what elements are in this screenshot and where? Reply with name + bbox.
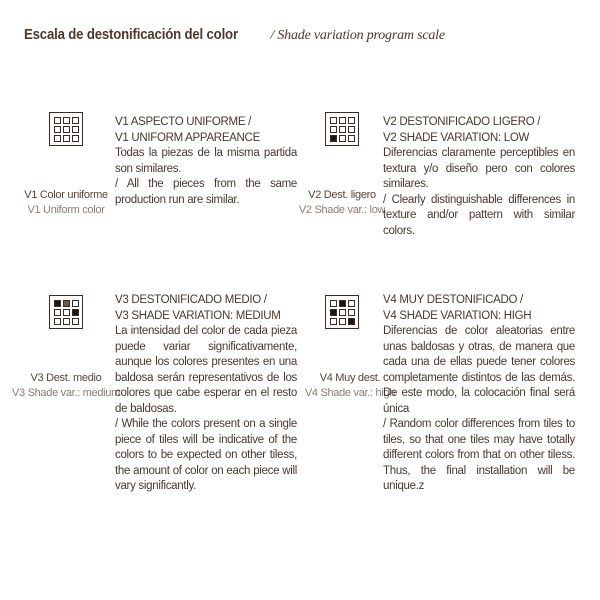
caption-v1-en: V1 Uniform color (27, 204, 105, 216)
tile-cell-icon (54, 117, 61, 124)
tile-cell-icon (54, 309, 61, 316)
heading-v2-en: V2 SHADE VARIATION: LOW (383, 131, 530, 144)
tile-cell-icon (330, 318, 337, 325)
tile-cell-icon (339, 309, 346, 316)
caption-v4-es: V4 Muy dest. (319, 372, 381, 384)
tile-cell-icon (54, 126, 61, 133)
tile-cell-icon (63, 309, 70, 316)
caption-v1-es: V1 Color uniforme (24, 189, 108, 201)
caption-v2-en: V2 Shade var.: low (298, 204, 386, 216)
heading-v1-en: V1 UNIFORM APPAREANCE (115, 131, 260, 144)
heading-v4-es: V4 MUY DESTONIFICADO / (383, 294, 523, 306)
body-v2-es: Diferencias claramente perceptibles en textura y/o diseño pero con colores similares. (383, 147, 575, 190)
caption-v2-es: V2 Dest. ligero (308, 189, 376, 201)
page-title-sub: / Shade variation program scale (267, 28, 445, 43)
caption-v1 (16, 188, 116, 218)
tile-cell-icon (330, 126, 337, 133)
tile-cell-icon (72, 126, 79, 133)
tile-cell-icon (348, 300, 355, 307)
tile-cell-icon (63, 135, 70, 142)
tile-cell-icon (72, 135, 79, 142)
caption-v2 (292, 188, 392, 218)
text-v2 (383, 115, 575, 239)
body-v3-es: La intensidad del color de cada pieza puede variar significativamente, aunque los colores presentes en una baldosa serán representativos de los colores que cabe esperar en el resto de baldosas. (115, 325, 297, 415)
low-shade-icon (325, 112, 359, 146)
tile-cell-icon (72, 309, 79, 316)
caption-v3-es: V3 Dest. medio (30, 372, 102, 384)
tile-cell-icon (330, 309, 337, 316)
uniform-shade-icon (49, 112, 83, 146)
tile-cell-icon (348, 126, 355, 133)
tile-cell-icon (339, 135, 346, 142)
heading-v4-en: V4 SHADE VARIATION: HIGH (383, 309, 532, 322)
tile-cell-icon (54, 318, 61, 325)
tile-cell-icon (330, 117, 337, 124)
tile-cell-icon (63, 117, 70, 124)
tile-cell-icon (63, 300, 70, 307)
entry-v3 (0, 283, 300, 492)
tile-cell-icon (339, 318, 346, 325)
tile-cell-icon (63, 126, 70, 133)
tile-cell-icon (72, 300, 79, 307)
tile-cell-icon (330, 300, 337, 307)
tile-cell-icon (348, 135, 355, 142)
text-v4 (383, 293, 575, 495)
body-v4-es: Diferencias de color aleatorias entre unas baldosas y otras, de manera que cada una de ellas puede tener colores completamente distintos de las demás. De este modo, la colocación final será única (383, 325, 575, 415)
high-shade-icon (325, 295, 359, 329)
body-v1-es: Todas la piezas de la misma partida son similares. (115, 147, 297, 175)
heading-v2-es: V2 DESTONIFICADO LIGERO / (383, 116, 541, 128)
tile-cell-icon (339, 126, 346, 133)
body-v3-en: / While the colors present on a single piece of tiles will be indicative of the colors to be expected on other tiless, the amount of color on each piece will vary significantly. (115, 418, 297, 492)
caption-v4-en: V4 Shade var.: high (304, 387, 396, 399)
caption-v3-en: V3 Shade var.: medium (11, 387, 121, 399)
tile-cell-icon (348, 117, 355, 124)
tile-cell-icon (54, 300, 61, 307)
heading-v1-es: V1 ASPECTO UNIFORME / (115, 116, 251, 128)
tile-cell-icon (63, 318, 70, 325)
body-v4-en: / Random color differences from tiles to tiles, so that one tiles may have totally different colors from that on other tiless. Thus, the final installation will be unique.z (383, 418, 575, 492)
tile-cell-icon (72, 318, 79, 325)
body-v2-en: / Clearly distinguishable differences in texture and/or pattern with similar colors. (383, 193, 575, 237)
heading-v3-en: V3 SHADE VARIATION: MEDIUM (115, 309, 281, 322)
body-v1-en: / All the pieces from the same production run are similar. (115, 178, 297, 206)
caption-v3 (8, 371, 124, 401)
tile-cell-icon (348, 309, 355, 316)
tile-cell-icon (72, 117, 79, 124)
tile-cell-icon (330, 135, 337, 142)
page-title-main: Escala de destonificación del color (24, 26, 238, 43)
entry-v2 (270, 100, 575, 300)
tile-cell-icon (348, 318, 355, 325)
tile-cell-icon (339, 117, 346, 124)
tile-cell-icon (339, 300, 346, 307)
heading-v3-es: V3 DESTONIFICADO MEDIO / (115, 294, 267, 306)
entry-v4 (270, 283, 575, 492)
page-title (24, 26, 445, 44)
medium-shade-icon (49, 295, 83, 329)
tile-cell-icon (54, 135, 61, 142)
entry-v1 (0, 100, 300, 300)
